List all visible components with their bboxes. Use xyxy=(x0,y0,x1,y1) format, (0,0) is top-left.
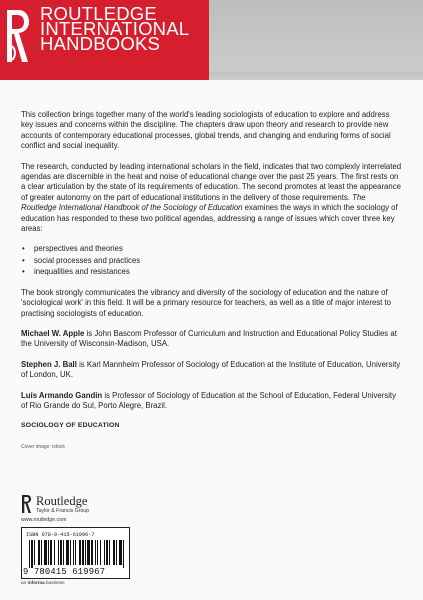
informa-prefix: an xyxy=(21,580,28,585)
list-item: • inequalities and resistances xyxy=(34,267,403,277)
list-item: • social processes and practices xyxy=(34,256,403,266)
publisher-group: Taylor & Francis Group xyxy=(36,508,90,514)
informa-suffix: business xyxy=(44,580,65,585)
barcode-panel xyxy=(21,527,130,579)
blurb-paragraph: The book strongly communicates the vibrancy and diversity of the sociology of education and the nature of 'sociological work' in this field. It will be a primary resource for teachers, as well as a title of major interest to practising sociologists of education. xyxy=(21,287,392,318)
series-banner xyxy=(0,0,209,80)
barcode-digits: 9 780415 619967 xyxy=(23,567,106,577)
publisher-url: www.routledge.com xyxy=(21,517,67,523)
cover-credit: Cover image: istock xyxy=(21,444,65,450)
editor-bio xyxy=(21,329,403,350)
blurb-paragraph: This collection brings together many of the world's leading sociologists of education to explore and address key issues and concerns within the discipline. The chapters draw upon theory and research to provide new accounts of contemporary educational processes, global trends, and changing and enduring forms of social conflict and social inequality. xyxy=(21,110,391,151)
barcode-icon xyxy=(29,540,125,568)
blurb-paragraph xyxy=(21,162,403,235)
publisher-name: Routledge xyxy=(36,494,88,508)
key-areas-list xyxy=(21,244,403,277)
editor-bio xyxy=(21,391,403,412)
blurb xyxy=(21,110,403,432)
editor-name: Luís Armando Gandin xyxy=(21,390,103,400)
blurb-text: examines the ways in which the sociology of education has responded to these two political agendas, addressing a range of issues which cover three key areas: xyxy=(21,203,398,234)
blurb-text: The research, conducted by leading international scholars in the field, indicates that two complexly interrelated agendas are discernible in the heat and noise of educational change over the past 25 years. The first rests on a clear articulation by the state of its requirements of education. The second promotes at least the appearance of greater autonomy on the part of educational institutions in the delivery of those requirements. xyxy=(21,161,402,202)
list-item: • perspectives and theories xyxy=(34,244,403,254)
editor-description: is Karl Mannheim Professor of Sociology of Education at the Institute of Education, University of London, UK. xyxy=(21,359,401,380)
routledge-logo-icon xyxy=(4,6,32,66)
book-title: The Routledge International Handbook of the Sociology of Education xyxy=(21,192,366,213)
editor-description: is Professor of Sociology of Education at the School of Education, Federal University of Rio Grande do Sul, Porto Alegre, Brazil. xyxy=(21,390,396,410)
editor-description: is John Bascom Professor of Curriculum and Instruction and Educational Policy Studies at the University of Wisconsin-Madison, USA. xyxy=(21,328,397,349)
series-line: ROUTLEDGE xyxy=(40,3,157,24)
isbn-label: ISBN 978-0-415-61996-7 xyxy=(26,532,95,538)
informa-credit xyxy=(21,580,65,585)
informa-brand: informa xyxy=(27,580,45,585)
subject-category: SOCIOLOGY OF EDUCATION xyxy=(21,422,120,430)
series-line: HANDBOOKS xyxy=(40,33,161,54)
routledge-mark-icon xyxy=(21,494,32,514)
editor-bio xyxy=(21,360,403,381)
publisher-imprint xyxy=(21,494,161,524)
editor-name: Stephen J. Ball xyxy=(21,359,77,369)
series-line: INTERNATIONAL xyxy=(40,18,190,39)
series-title xyxy=(40,3,190,54)
editor-name: Michael W. Apple xyxy=(21,328,85,338)
